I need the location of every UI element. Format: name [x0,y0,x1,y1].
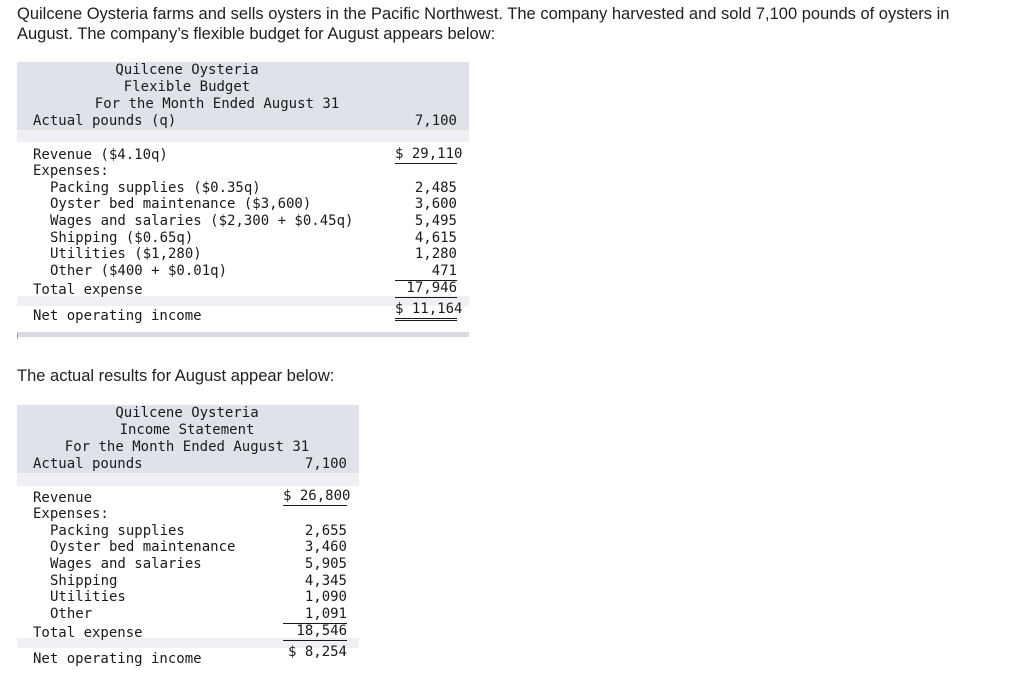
actual-pounds-label: Actual pounds [33,456,143,472]
total-expense-label: Total expense [33,282,143,298]
net-income-value: $ 11,164 [395,301,457,321]
intro-paragraph: Quilcene Oysteria farms and sells oysters in the Pacific Northwest. The company harvested and sold 7,100 pounds of oysters in August. The company’s flexible budget for August appears below: [17,5,950,43]
expenses-label: Expenses: [33,506,109,522]
table-title-company: Quilcene Oysteria [115,62,259,78]
expense-label: Other ($400 + $0.01q) [50,263,228,279]
table-title-report: Income Statement [119,422,255,438]
expense-label: Oyster bed maintenance [50,539,236,555]
net-income-label: Net operating income [33,651,202,667]
expenses-label: Expenses: [33,163,109,179]
expense-label: Utilities ($1,280) [50,246,202,262]
income-statement-table [17,405,359,667]
expense-value: 3,600 [414,196,457,212]
expense-label: Oyster bed maintenance ($3,600) [50,196,312,212]
table-title-report: Flexible Budget [123,79,251,95]
revenue-value: $ 26,800 [283,488,351,504]
actual-results-paragraph: The actual results for August appear below: [17,367,335,385]
expense-value: 4,615 [414,230,457,246]
expense-value: 1,090 [304,589,347,605]
expense-value: 5,905 [304,556,347,572]
total-expense-label: Total expense [33,625,143,641]
expense-label: Wages and salaries [50,556,202,572]
expense-value: 2,485 [414,180,457,196]
expense-label: Other [50,606,93,622]
spacer-band [17,130,469,142]
net-income-value: $ 8,254 [287,644,347,660]
expense-label: Packing supplies [50,523,185,539]
expense-value: 3,460 [304,539,347,555]
net-income-label: Net operating income [33,308,202,324]
table-title-period: For the Month Ended August 31 [64,439,310,455]
expense-label: Packing supplies ($0.35q) [50,180,261,196]
actual-pounds-label: Actual pounds (q) [33,113,177,129]
actual-pounds-value: 7,100 [414,113,457,129]
revenue-label: Revenue [33,490,93,506]
table-title-company: Quilcene Oysteria [115,405,259,421]
expense-label: Shipping [50,573,118,589]
flexible-budget-table [17,62,469,340]
expense-value: 5,495 [414,213,457,229]
revenue-value: $ 29,110 [395,146,463,162]
expense-label: Utilities [50,589,126,605]
expense-label: Wages and salaries ($2,300 + $0.45q) [50,213,354,229]
expense-label: Shipping ($0.65q) [50,230,194,246]
footer-band [17,332,469,337]
total-expense-value: 17,946 [395,280,457,298]
expense-value: 1,091 [283,606,347,624]
actual-pounds-value: 7,100 [304,456,347,472]
expense-value: 471 [395,263,457,281]
scroll-tick [17,333,18,339]
expense-value: 2,655 [304,523,347,539]
expense-value: 1,280 [414,246,457,262]
expense-value: 4,345 [304,573,347,589]
spacer-band [17,473,359,486]
table-title-period: For the Month Ended August 31 [94,96,340,112]
revenue-label: Revenue ($4.10q) [33,147,168,163]
total-expense-value: 18,546 [283,623,347,641]
